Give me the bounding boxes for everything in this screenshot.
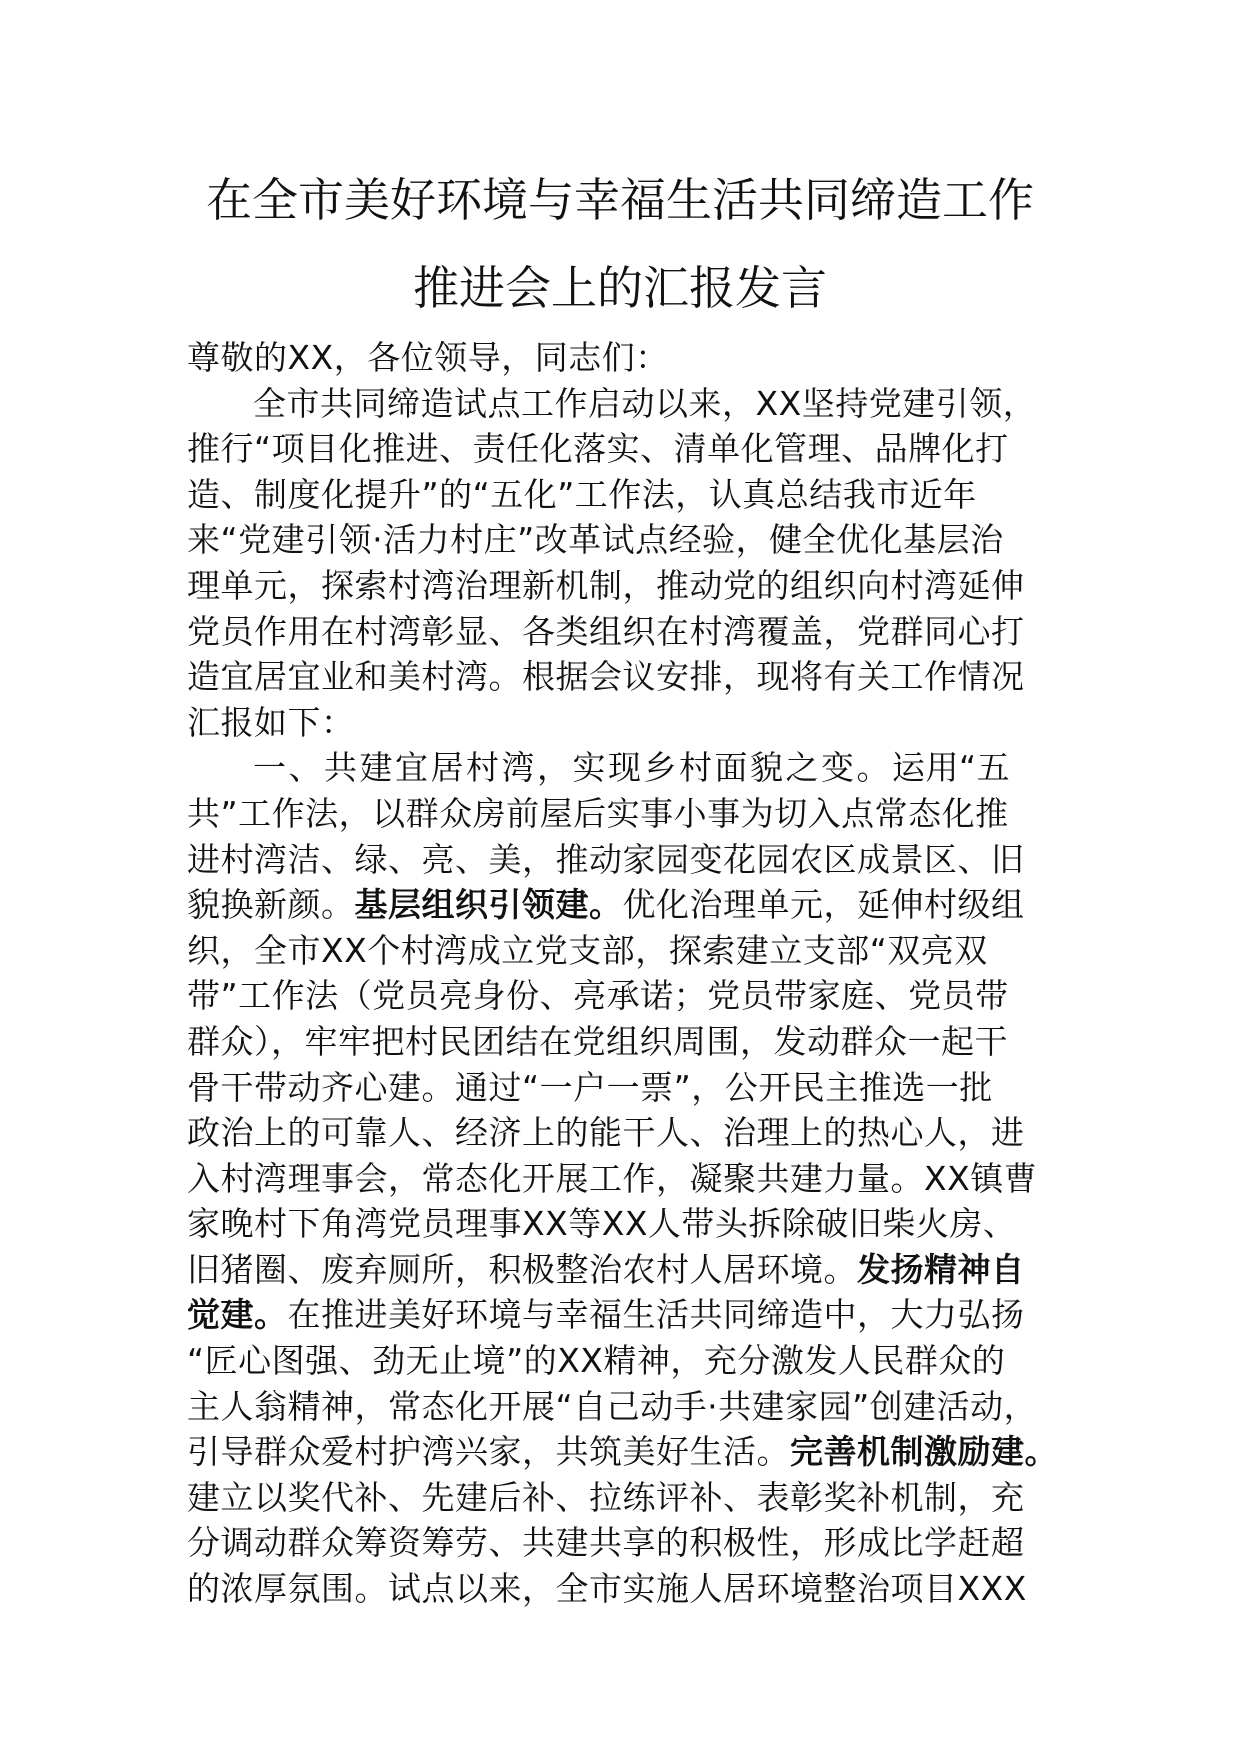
- section-1-line: 分调动群众筹资筹劳、共建共享的积极性，形成比学赶超: [187, 1523, 1025, 1563]
- bold-subheading-mechanism: 完善机制激励建。: [790, 1432, 1058, 1472]
- section-1-line: 的浓厚氛围。试点以来，全市实施人居环境整治项目XXX: [187, 1569, 1027, 1609]
- document-title-line-1: 在全市美好环境与幸福生活共同缔造工作: [206, 173, 1034, 227]
- intro-line: 全市共同缔造试点工作启动以来，XX坚持党建引领，: [253, 383, 1037, 423]
- section-1-line: [187, 1247, 1067, 1293]
- intro-line: 造、制度化提升”的“五化”工作法，认真总结我市近年: [187, 474, 977, 514]
- section-1-line: 入村湾理事会，常态化开展工作，凝聚共建力量。XX镇曹: [187, 1158, 1038, 1198]
- section-1-line: 家晚村下角湾党员理事XX等XX人带头拆除破旧柴火房、: [187, 1204, 1017, 1244]
- intro-line: 理单元，探索村湾治理新机制，推动党的组织向村湾延伸: [187, 565, 1025, 605]
- section-1-line: 群众），牢牢把村民团结在党组织周围，发动群众一起干: [187, 1021, 1008, 1061]
- document-title-line-2: 推进会上的汇报发言: [413, 261, 827, 315]
- section-1-line: [187, 1429, 1067, 1475]
- intro-line: 推行“项目化推进、责任化落实、清单化管理、品牌化打: [187, 429, 1009, 469]
- section-1-line: [187, 882, 1067, 928]
- section-1-text: 旧猪圈、废弃厕所，积极整治农村人居环境。: [187, 1249, 857, 1289]
- salutation: 尊敬的XX，各位领导，同志们：: [187, 338, 669, 377]
- section-1-text: 在推进美好环境与幸福生活共同缔造中，大力弘扬: [287, 1295, 1025, 1335]
- section-1-heading: 一、共建宜居村湾，实现乡村面貌之变。: [253, 748, 892, 788]
- section-1-text: 貌换新颜。: [187, 885, 355, 925]
- intro-line: 来“党建引领·活力村庄”改革试点经验，健全优化基层治: [187, 520, 1004, 560]
- bold-subheading-spirit-part-b: 觉建。: [187, 1295, 288, 1335]
- section-1-line: 织，全市XX个村湾成立党支部，探索建立支部“双亮双: [187, 930, 988, 970]
- section-1-line: [187, 1292, 1067, 1338]
- section-1-line: [187, 745, 1067, 791]
- section-1-line: 进村湾洁、绿、亮、美，推动家园变花园农区成景区、旧: [187, 839, 1025, 879]
- section-1-line: 主人翁精神，常态化开展“自己动手·共建家园”创建活动，: [187, 1386, 1038, 1426]
- intro-line: 党员作用在村湾彰显、各类组织在村湾覆盖，党群同心打: [187, 611, 1025, 651]
- intro-line: 汇报如下：: [187, 702, 355, 742]
- section-1-line: 共”工作法，以群众房前屋后实事小事为切入点常态化推: [187, 793, 1009, 833]
- document-body: [187, 335, 1067, 1612]
- intro-line: 造宜居宜业和美村湾。根据会议安排，现将有关工作情况: [187, 657, 1025, 697]
- bold-subheading-spirit-part-a: 发扬精神自: [857, 1249, 1025, 1289]
- section-1-text: 引导群众爱村护湾兴家，共筑美好生活。: [187, 1432, 790, 1472]
- section-1-line: 政治上的可靠人、经济上的能干人、治理上的热心人，进: [187, 1113, 1025, 1153]
- section-1-text: 运用“五: [892, 748, 1011, 788]
- section-1-text: 优化治理单元，延伸村级组: [622, 885, 1025, 925]
- bold-subheading-grassroots: 基层组织引领建。: [354, 885, 623, 925]
- section-1-line: “匠心图强、劲无止境”的XX精神，充分激发人民群众的: [187, 1341, 1006, 1381]
- section-1-line: 带”工作法（党员亮身份、亮承诺；党员带家庭、党员带: [187, 976, 1009, 1016]
- section-1-line: 建立以奖代补、先建后补、拉练评补、表彰奖补机制，充: [187, 1477, 1025, 1517]
- section-1-line: 骨干带动齐心建。通过“一户一票”，公开民主推选一批: [187, 1067, 993, 1107]
